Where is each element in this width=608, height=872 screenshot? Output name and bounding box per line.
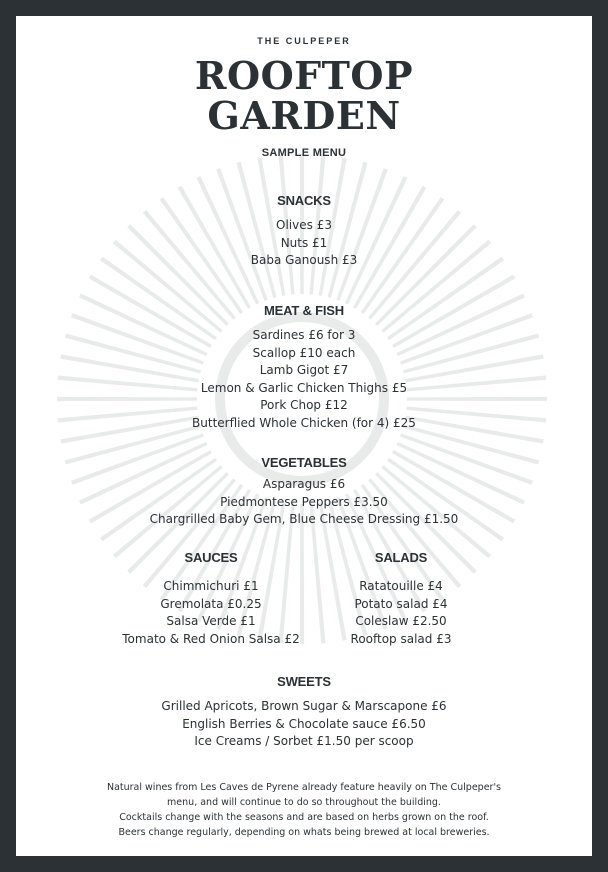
list-item: Sardines £6 for 3 — [252, 328, 356, 342]
list-item: Potato salad £4 — [354, 596, 448, 611]
list-item: Chimmichuri £1 — [163, 579, 259, 593]
list-item: English Berries & Chocolate sauce £6.50 — [182, 716, 426, 731]
list-item: Baba Ganoush £3 — [250, 253, 358, 267]
list-item: Piedmontese Peppers £3.50 — [220, 494, 388, 509]
sweets-heading: SWEETS — [277, 674, 331, 689]
sauces-list — [111, 578, 311, 648]
snacks-list — [16, 217, 592, 270]
meat-fish-heading: MEAT & FISH — [264, 303, 344, 318]
vegetables-heading: VEGETABLES — [261, 455, 347, 470]
list-item: Rooftop salad £3 — [350, 631, 452, 646]
snacks-heading: SNACKS — [277, 193, 331, 208]
sweets-list — [16, 698, 592, 751]
footer-line: Beers change regularly, depending on whats being brewed at local breweries. — [118, 827, 490, 838]
list-item: Gremolata £0.25 — [160, 596, 262, 611]
list-item: Olives £3 — [276, 218, 332, 232]
footer-notes — [16, 780, 592, 840]
list-item: Coleslaw £2.50 — [355, 614, 447, 628]
list-item: Ice Creams / Sorbet £1.50 per scoop — [194, 734, 414, 748]
sauces-heading: SAUCES — [184, 550, 238, 565]
list-item: Chargrilled Baby Gem, Blue Cheese Dressing £1.50 — [149, 512, 459, 526]
list-item: Grilled Apricots, Brown Sugar & Marscapone £6 — [161, 699, 447, 713]
list-item: Butterflied Whole Chicken (for 4) £25 — [192, 415, 416, 430]
footer-line: Natural wines from Les Caves de Pyrene already feature heavily on The Culpeper's — [106, 782, 502, 793]
vegetables-list — [16, 476, 592, 529]
footer-line: Cocktails change with the seasons and are based on herbs grown on the roof. — [119, 812, 489, 823]
list-item: Pork Chop £12 — [260, 398, 348, 412]
list-item: Nuts £1 — [280, 235, 328, 250]
list-item: Lamb Gigot £7 — [259, 363, 349, 377]
list-item: Asparagus £6 — [262, 477, 346, 491]
title-line-2: GARDEN — [207, 93, 401, 138]
list-item: Ratatouille £4 — [359, 579, 443, 593]
list-item: Tomato & Red Onion Salsa £2 — [122, 631, 300, 646]
title-line-1: ROOFTOP — [194, 53, 414, 98]
brand-name: THE CULPEPER — [257, 36, 351, 46]
sample-menu-label: SAMPLE MENU — [261, 147, 347, 159]
salads-list — [326, 578, 476, 648]
footer-line: menu, and will continue to do so throughout the building. — [167, 797, 441, 808]
list-item: Salsa Verde £1 — [166, 614, 256, 628]
meat-fish-list — [16, 327, 592, 432]
list-item: Lemon & Garlic Chicken Thighs £5 — [200, 380, 408, 395]
salads-heading: SALADS — [374, 550, 428, 565]
list-item: Scallop £10 each — [252, 345, 356, 360]
menu-page — [16, 16, 592, 856]
